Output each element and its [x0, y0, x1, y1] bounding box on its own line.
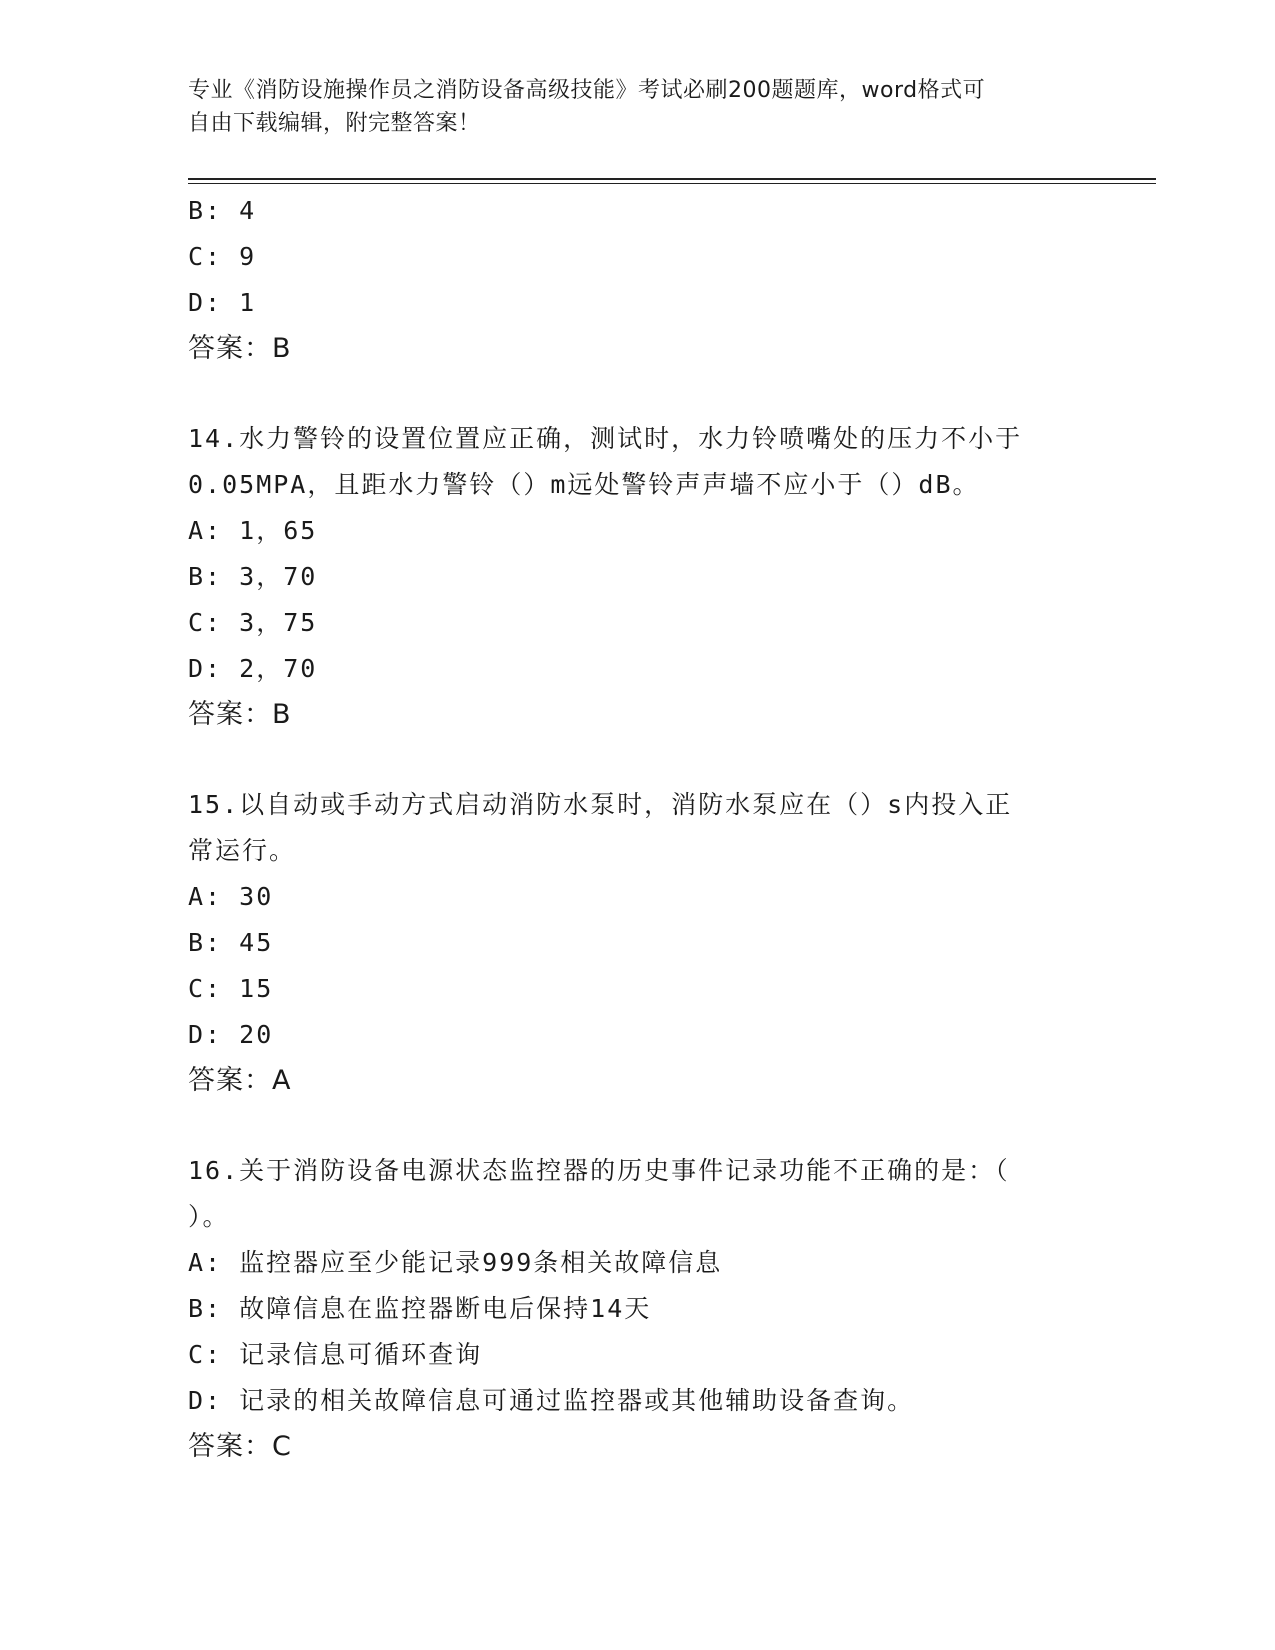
option-c: C: 3，75 — [188, 608, 318, 637]
page-header — [188, 74, 1068, 140]
header-divider-thick — [188, 178, 1156, 180]
option-d: D: 20 — [188, 1020, 274, 1049]
question-15 — [188, 782, 1088, 1104]
option-b: B: 4 — [188, 196, 257, 225]
answer-text: 答案：B — [188, 699, 292, 730]
question-stem-line-1: 14.水力警铃的设置位置应正确，测试时，水力铃喷嘴处的压力不小于 — [188, 424, 1023, 453]
header-line-1: 专业《消防设施操作员之消防设备高级技能》考试必刷200题题库，word格式可 — [188, 78, 986, 103]
option-a: A: 监控器应至少能记录999条相关故障信息 — [188, 1248, 723, 1277]
option-d: D: 2，70 — [188, 654, 318, 683]
option-d: D: 记录的相关故障信息可通过监控器或其他辅助设备查询。 — [188, 1386, 915, 1415]
option-a: A: 1，65 — [188, 516, 318, 545]
answer-text: 答案：C — [188, 1431, 292, 1462]
spacer — [188, 372, 1088, 416]
spacer — [188, 1104, 1088, 1148]
option-d: D: 1 — [188, 288, 257, 317]
option-b: B: 45 — [188, 928, 274, 957]
option-c: C: 记录信息可循环查询 — [188, 1340, 483, 1369]
header-divider-thin — [188, 183, 1156, 184]
question-stem-line-2: 0.05MPA，且距水力警铃（）m远处警铃声声墙不应小于（）dB。 — [188, 470, 980, 499]
option-b: B: 3，70 — [188, 562, 318, 591]
option-b: B: 故障信息在监控器断电后保持14天 — [188, 1294, 652, 1323]
question-14 — [188, 416, 1088, 738]
question-16 — [188, 1148, 1088, 1470]
option-c: C: 15 — [188, 974, 274, 1003]
option-c: C: 9 — [188, 242, 257, 271]
option-a: A: 30 — [188, 882, 274, 911]
question-stem-line-2: ）。 — [188, 1202, 230, 1231]
spacer — [188, 738, 1088, 782]
header-line-2: 自由下载编辑，附完整答案！ — [188, 111, 481, 136]
question-list — [188, 188, 1088, 1470]
question-stem-line-1: 16.关于消防设备电源状态监控器的历史事件记录功能不正确的是：（ — [188, 1156, 1010, 1185]
question-stem-line-2: 常运行。 — [188, 836, 297, 865]
answer-text: 答案：B — [188, 333, 292, 364]
question-13-continued — [188, 188, 1088, 372]
answer-text: 答案：A — [188, 1065, 292, 1096]
question-stem-line-1: 15.以自动或手动方式启动消防水泵时，消防水泵应在（）s内投入正 — [188, 790, 1013, 819]
